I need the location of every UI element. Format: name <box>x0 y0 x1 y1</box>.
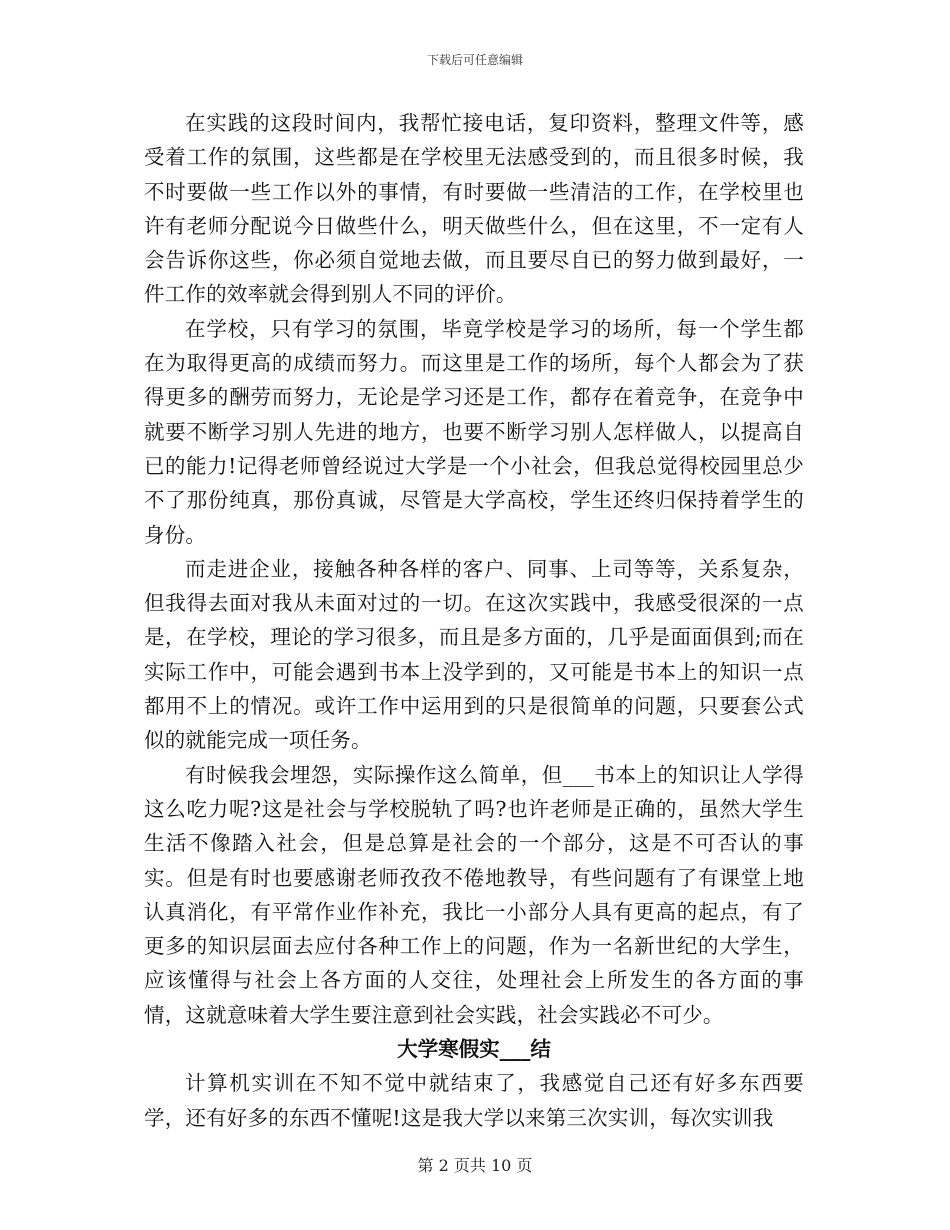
page-footer: 第 2 页共 10 页 <box>417 1156 533 1175</box>
paragraph-4: 有时候我会埋怨，实际操作这么简单，但___书本上的知识让人学得这么吃力呢?这是社会与学校脱轨了吗?也许老师是正确的，虽然大学生生活不像踏入社会，但是总算是社会的一个部分，这是不可否认的事实。但是有时也要感谢老师孜孜不倦地教导，有些问题有了有课堂上地认真消化，有平常作业作补充，我比一小部分人具有更高的起点，有了更多的知识层面去应付各种工作上的问题，作为一名新世纪的大学生，应该懂得与社会上各方面的人交往，处理社会上所发生的各方面的事情，这就意味着大学生要注意到社会实践，社会实践必不可少。 <box>144 762 804 1027</box>
section-paragraph-1: 计算机实训在不知不觉中就结束了，我感觉自己还有好多东西要学，还有好多的东西不懂呢!这是我大学以来第三次实训，每次实训我 <box>144 1071 804 1130</box>
paragraph-1: 在实践的这段时间内，我帮忙接电话，复印资料，整理文件等，感受着工作的氛围，这些都是在学校里无法感受到的，而且很多时候，我不时要做一些工作以外的事情，有时要做一些清洁的工作，在学校里也许有老师分配说今日做些什么，明天做些什么，但在这里，不一定有人会告诉你这些，你必须自觉地去做，而且要尽自已的努力做到最好，一件工作的效率就会得到别人不同的评价。 <box>144 111 804 307</box>
document-body <box>144 106 804 1135</box>
page-header: 下载后可任意编辑 <box>426 53 523 67</box>
paragraph-2: 在学校，只有学习的氛围，毕竟学校是学习的场所，每一个学生都在为取得更高的成绩而努力。而这里是工作的场所，每个人都会为了获得更多的酬劳而努力，无论是学习还是工作，都存在着竞争，在竞争中就要不断学习别人先进的地方，也要不断学习别人怎样做人，以提高自已的能力!记得老师曾经说过大学是一个小社会，但我总觉得校园里总少不了那份纯真，那份真诚，尽管是大学高校，学生还终归保持着学生的身份。 <box>144 316 804 547</box>
section-title: 大学寒假实___结 <box>397 1037 551 1062</box>
paragraph-3: 而走进企业，接触各种各样的客户、同事、上司等等，关系复杂，但我得去面对我从未面对过的一切。在这次实践中，我感受很深的一点是，在学校，理论的学习很多，而且是多方面的，几乎是面面俱到;而在实际工作中，可能会遇到书本上没学到的，又可能是书本上的知识一点都用不上的情况。或许工作中运用到的只是很简单的问题，只要套公式似的就能完成一项任务。 <box>144 556 804 753</box>
